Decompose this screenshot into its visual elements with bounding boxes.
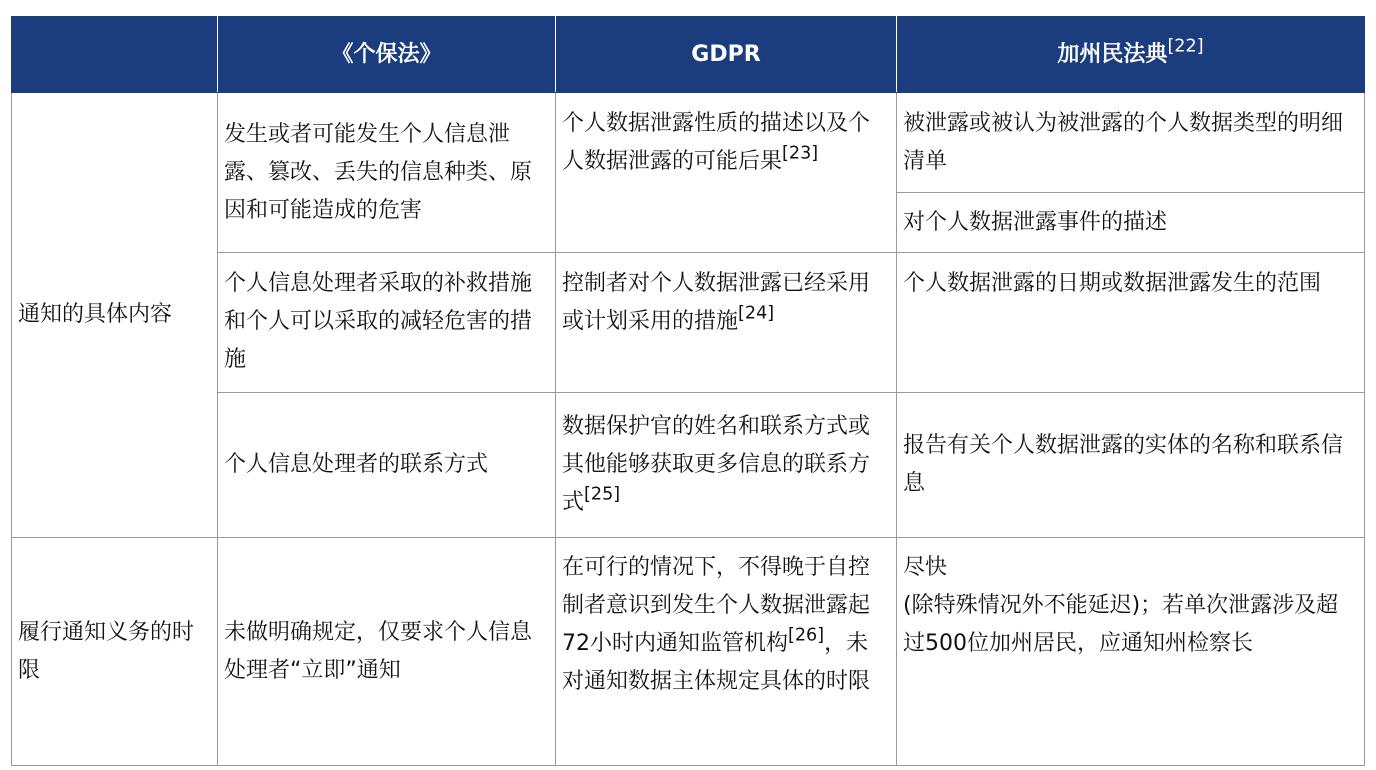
- row-label-content: 通知的具体内容: [12, 93, 218, 538]
- cell-gdpr-deadline-text-2: ，未对通知数据主体规定具体的时限: [562, 631, 871, 694]
- cell-gdpr-dpo-contact: [556, 393, 897, 538]
- cell-ca-deadline-line2: (除特殊情况外不能延迟)；若单次泄露涉及超过500位加州居民，应通知州检察长: [903, 593, 1339, 656]
- cell-ca-deadline: [897, 538, 1365, 766]
- cell-gdpr-measures: [556, 253, 897, 393]
- table-row: [12, 93, 1365, 193]
- cell-ca-data-types: 被泄露或被认为被泄露的个人数据类型的明细清单: [897, 93, 1365, 193]
- cell-gdpr-measures-ref: [24]: [738, 303, 775, 324]
- cell-ca-breach-description: 对个人数据泄露事件的描述: [897, 193, 1365, 253]
- cell-pipl-contact: 个人信息处理者的联系方式: [218, 393, 556, 538]
- header-gdpr: GDPR: [556, 17, 897, 93]
- cell-gdpr-breach-nature-text: 个人数据泄露性质的描述以及个人数据泄露的可能后果: [562, 111, 871, 174]
- cell-gdpr-deadline: [556, 538, 897, 766]
- cell-gdpr-dpo-contact-text: 数据保护官的姓名和联系方式或其他能够获取更多信息的联系方式: [562, 414, 871, 515]
- cell-ca-breach-date: 个人数据泄露的日期或数据泄露发生的范围: [897, 253, 1365, 393]
- row-label-deadline: 履行通知义务的时限: [12, 538, 218, 766]
- cell-gdpr-measures-text: 控制者对个人数据泄露已经采用或计划采用的措施: [562, 271, 871, 334]
- header-california-ref: [22]: [1167, 35, 1204, 56]
- cell-pipl-remedial-measures: 个人信息处理者采取的补救措施和个人可以采取的减轻危害的措施: [218, 253, 556, 393]
- header-california-text: 加州民法典: [1057, 41, 1168, 67]
- cell-gdpr-deadline-ref: [26]: [788, 625, 825, 646]
- cell-gdpr-breach-nature: [556, 93, 897, 253]
- header-california: [897, 17, 1365, 93]
- cell-pipl-deadline: 未做明确规定，仅要求个人信息处理者“立即”通知: [218, 538, 556, 766]
- cell-gdpr-breach-nature-ref: [23]: [782, 143, 819, 164]
- table-body: [12, 93, 1365, 766]
- header-corner-cell: [12, 17, 218, 93]
- table-row: [12, 538, 1365, 766]
- cell-ca-entity-contact: 报告有关个人数据泄露的实体的名称和联系信息: [897, 393, 1365, 538]
- cell-gdpr-dpo-contact-ref: [25]: [584, 484, 621, 505]
- cell-ca-deadline-line1: 尽快: [903, 555, 948, 580]
- comparison-table: [11, 16, 1365, 766]
- header-pipl: 《个保法》: [218, 17, 556, 93]
- cell-pipl-info-types: 发生或者可能发生个人信息泄露、篡改、丢失的信息种类、原因和可能造成的危害: [218, 93, 556, 253]
- table-header: [12, 17, 1365, 93]
- cell-gdpr-deadline-text: 在可行的情况下，不得晚于自控制者意识到发生个人数据泄露起72小时内通知监管机构: [562, 555, 871, 656]
- header-row: [12, 17, 1365, 93]
